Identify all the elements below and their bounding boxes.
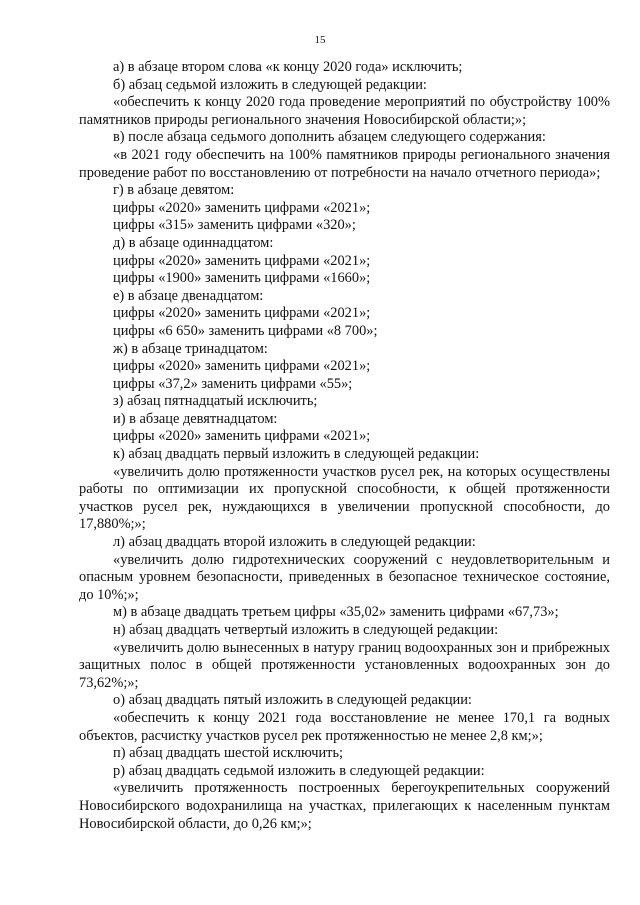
paragraph-2: б) абзац седьмой изложить в следующей редакции:	[113, 76, 427, 93]
paragraph-1: а) в абзаце втором слова «к концу 2020 года» исключить;	[113, 59, 463, 75]
paragraph-13: цифры «2020» заменить цифрами «2021»;	[113, 305, 371, 322]
paragraph-23: л) абзац двадцать второй изложить в следующей редакции:	[113, 534, 476, 551]
paragraph-20: цифры «2020» заменить цифрами «2021»;	[113, 428, 371, 445]
document-body	[79, 59, 610, 833]
paragraph-18: з) абзац пятнадцатый исключить;	[113, 393, 318, 410]
paragraph-31: р) абзац двадцать седьмой изложить в следующей редакции:	[113, 762, 485, 779]
paragraph-10: цифры «2020» заменить цифрами «2021»;	[113, 252, 371, 269]
paragraph-21: к) абзац двадцать первый изложить в следующей редакции:	[113, 446, 480, 463]
paragraph-22: «увеличить долю протяженности участков русел рек, на которых осуществлены работы по оптимизации их пропускной способности, к общей протяженности участков русел рек, нуждающихся в увеличении пропускной способности, до 17,880%;»;	[79, 463, 610, 533]
paragraph-29: «обеспечить к концу 2021 года восстановление не менее 170,1 га водных объектов, расчистку участков русел рек протяженностью не менее 2,8 км;»;	[79, 709, 610, 744]
paragraph-27: «увеличить долю вынесенных в натуру границ водоохранных зон и прибрежных защитных полос в общей протяженности установленных водоохранных зон до 73,62%;»;	[79, 639, 610, 691]
paragraph-15: ж) в абзаце тринадцатом:	[113, 340, 268, 357]
paragraph-28: о) абзац двадцать пятый изложить в следующей редакции:	[113, 692, 472, 709]
paragraph-30: п) абзац двадцать шестой исключить;	[113, 745, 344, 762]
paragraph-8: цифры «315» заменить цифрами «320»;	[113, 217, 356, 234]
paragraph-17: цифры «37,2» заменить цифрами «55»;	[113, 375, 353, 392]
paragraph-24: «увеличить долю гидротехнических сооружений с неудовлетворительным и опасным уровнем безопасности, приведенных в безопасное техническое состояние, до 10%;»;	[79, 551, 610, 603]
paragraph-26: н) абзац двадцать четвертый изложить в следующей редакции:	[113, 622, 499, 638]
paragraph-32: «увеличить протяженность построенных берегоукрепительных сооружений Новосибирского водохранилища на участках, прилегающих к населенным пунктам Новосибирской области, до 0,26 км;»;	[79, 780, 610, 832]
paragraph-5: «в 2021 году обеспечить на 100% памятников природы регионального значения проведение работ по восстановлению от потребности на начало отчетного периода»;	[79, 146, 610, 181]
paragraph-12: е) в абзаце двенадцатом:	[113, 287, 264, 304]
paragraph-3: «обеспечить к концу 2020 года проведение мероприятий по обустройству 100% памятников природы регионального значения Новосибирской области;»;	[79, 94, 610, 128]
paragraph-9: д) в абзаце одиннадцатом:	[113, 234, 274, 251]
paragraph-7: цифры «2020» заменить цифрами «2021»;	[113, 199, 371, 216]
paragraph-19: и) в абзаце девятнадцатом:	[113, 410, 278, 427]
paragraph-25: м) в абзаце двадцать третьем цифры «35,02» заменить цифрами «67,73»;	[113, 604, 559, 621]
paragraph-6: г) в абзаце девятом:	[113, 182, 235, 199]
page-number: 15	[314, 34, 326, 46]
paragraph-16: цифры «2020» заменить цифрами «2021»;	[113, 358, 371, 375]
paragraph-11: цифры «1900» заменить цифрами «1660»;	[113, 270, 371, 287]
paragraph-14: цифры «6 650» заменить цифрами «8 700»;	[113, 322, 378, 339]
paragraph-4: в) после абзаца седьмого дополнить абзацем следующего содержания:	[113, 129, 546, 146]
